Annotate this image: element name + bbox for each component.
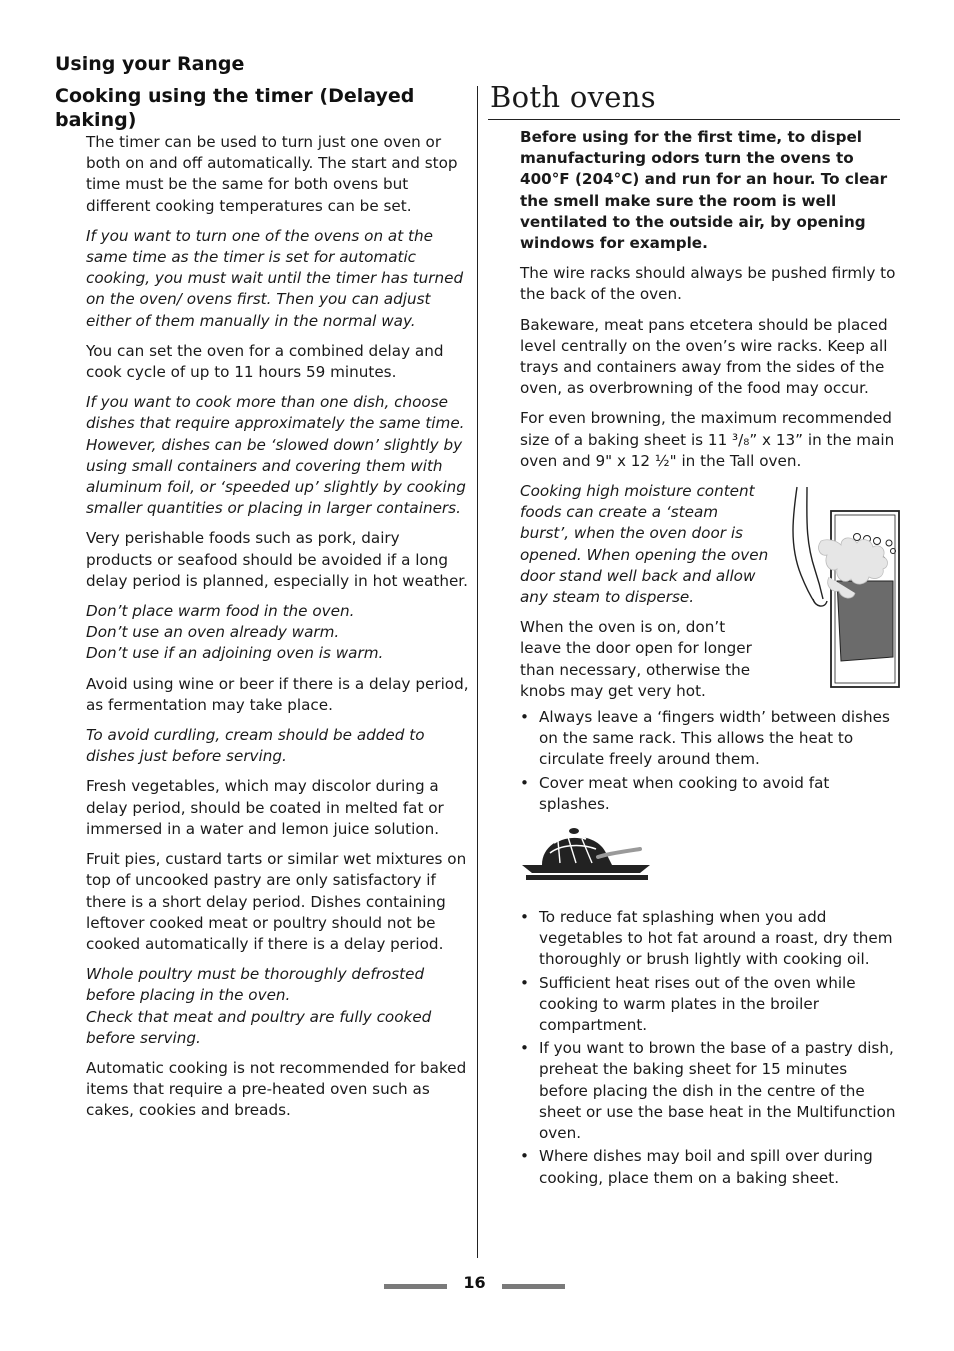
italic-note: Don’t place warm food in the oven. Don’t use an oven already warm. Don’t use if an adjoining oven is warm.	[86, 602, 384, 663]
paragraph: Fresh vegetables, which may discolor during a delay period, should be coated in melted fat or immersed in a water and lemon juice solution.	[86, 777, 444, 838]
oven-door-steam-illustration	[785, 485, 905, 690]
bullet-list-b	[520, 907, 900, 1189]
right-body	[520, 127, 900, 1191]
italic-note: If you want to turn one of the ovens on at the same time as the timer is set for automatic cooking, you must wait until the timer has turned on the oven/ ovens first. Then you can adjust either of them manually in the normal way.	[86, 226, 464, 330]
left-body	[86, 132, 470, 1131]
bullet-glyph: •	[520, 1039, 529, 1058]
bullet-list-a	[520, 707, 900, 815]
title-rule	[488, 119, 900, 120]
paragraph: The wire racks should always be pushed firmly to the back of the oven.	[520, 264, 896, 304]
paragraph: Very perishable foods such as pork, dairy products or seafood should be avoided if a long delay period is planned, especially in hot weather.	[86, 529, 468, 590]
page-number: 16	[463, 1273, 486, 1292]
italic-note: Whole poultry must be thoroughly defrosted before placing in the oven. Check that meat and poultry are fully cooked before serving.	[86, 965, 432, 1047]
subsection-title: Cooking using the timer (Delayed baking)	[55, 85, 415, 131]
bullet-glyph: •	[520, 908, 529, 927]
paragraph: You can set the oven for a combined delay and cook cycle of up to 11 hours 59 minutes.	[86, 341, 444, 382]
bullet-glyph: •	[520, 1147, 529, 1166]
list-item	[520, 707, 900, 771]
list-item-text: Always leave a ‘fingers width’ between dishes on the same rack. This allows the heat to circulate freely around them.	[539, 708, 890, 769]
footer-bar-left	[384, 1284, 447, 1289]
list-item-text: Cover meat when cooking to avoid fat splashes.	[539, 773, 830, 813]
paragraph: For even browning, the maximum recommended size of a baking sheet is 11 ³/₈” x 13” in the main oven and 9" x 12 ½" in the Tall oven.	[520, 409, 895, 470]
column-divider	[477, 86, 478, 1258]
covered-dish-illustration	[520, 823, 655, 893]
paragraph: Fruit pies, custard tarts or similar wet mixtures on top of uncooked pastry are only satisfactory if there is a short delay period. Dishes containing leftover cooked meat or poultry should not be cooked automatically if there is a delay period.	[86, 850, 467, 953]
paragraph: Avoid using wine or beer if there is a delay period, as fermentation may take place.	[86, 674, 469, 714]
intro-warning: Before using for the first time, to dispel manufacturing odors turn the ovens to 400°F (204°C) and run for an hour. To clear the smell make sure the room is well ventilated to the outside air, by opening windows for example.	[520, 128, 888, 253]
page-title: Both ovens	[490, 80, 656, 114]
list-item-text: To reduce fat splashing when you add vegetables to hot fat around a roast, dry them thoroughly or brush lightly with cooking oil.	[539, 908, 893, 969]
section-title: Using your Range	[55, 53, 245, 75]
bullet-glyph: •	[520, 708, 529, 727]
bullet-glyph: •	[520, 973, 529, 992]
footer-bar-right	[502, 1284, 565, 1289]
list-item	[520, 907, 900, 971]
italic-note: To avoid curdling, cream should be added to dishes just before serving.	[86, 726, 425, 766]
steam-note: Cooking high moisture content foods can create a ‘steam burst’, when the oven door is opened. When opening the oven door stand well back and allow any steam to disperse.	[520, 482, 769, 607]
door-note: When the oven is on, don’t leave the door open for longer than necessary, otherwise the knobs may get very hot.	[520, 618, 752, 700]
list-item-text: Sufficient heat rises out of the oven while cooking to warm plates in the broiler compartment.	[539, 973, 856, 1035]
paragraph: Automatic cooking is not recommended for baked items that require a pre-heated oven such as cakes, cookies and breads.	[86, 1058, 467, 1120]
paragraph: Bakeware, meat pans etcetera should be placed level centrally on the oven’s wire racks. Keep all trays and containers away from the sides of the oven, as overbrowning of the food may occur.	[520, 315, 888, 398]
list-item	[520, 773, 900, 815]
paragraph: The timer can be used to turn just one oven or both on and off automatically. The start and stop time must be the same for both ovens but different cooking temperatures can be set.	[86, 133, 458, 215]
steam-block	[520, 481, 900, 701]
steam-text	[520, 481, 770, 711]
list-item	[520, 1038, 900, 1144]
bullet-glyph: •	[520, 773, 529, 792]
list-item-text: Where dishes may boil and spill over during cooking, place them on a baking sheet.	[539, 1147, 873, 1187]
list-item	[520, 973, 900, 1037]
list-item-text: If you want to brown the base of a pastry dish, preheat the baking sheet for 15 minutes before placing the dish in the centre of the sheet or use the base heat in the Multifunction oven.	[539, 1039, 896, 1143]
list-item	[520, 1146, 900, 1188]
italic-note: If you want to cook more than one dish, choose dishes that require approximately the same time. However, dishes can be ‘slowed down’ slightly by using small containers and covering them with aluminum foil, or ‘speeded up’ slightly by cooking smaller quantities or placing in larger containers.	[86, 393, 466, 518]
